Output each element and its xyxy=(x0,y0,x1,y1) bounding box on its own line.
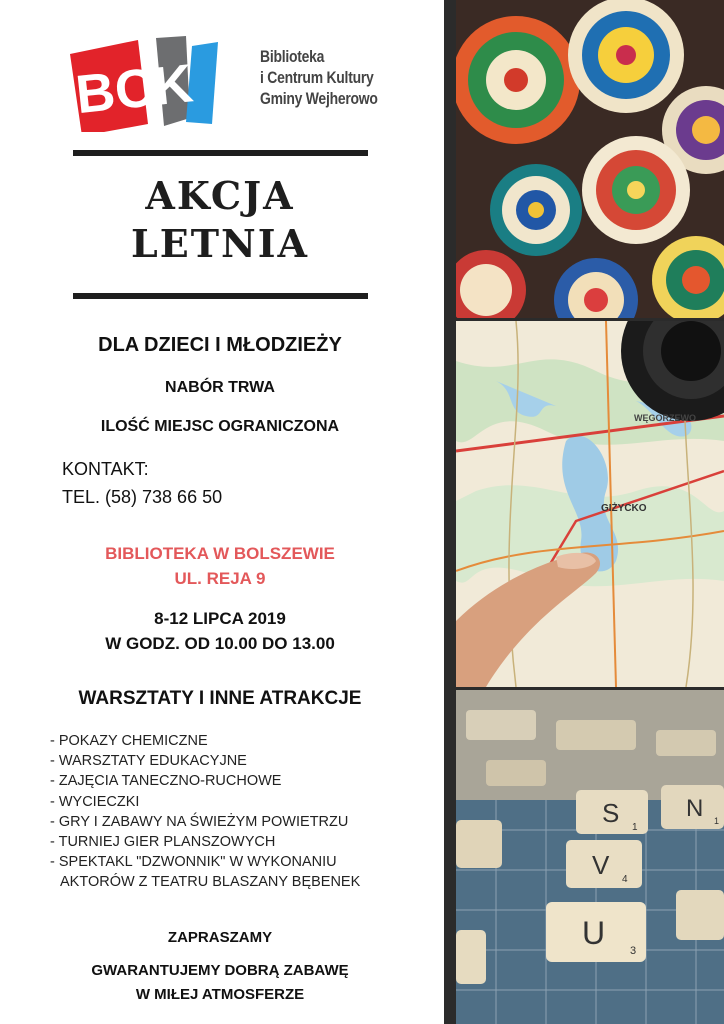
event-hours: W GODZ. OD 10.00 DO 13.00 xyxy=(105,634,335,653)
list-item: - WYCIECZKI xyxy=(50,793,140,810)
event-dates: 8-12 LIPCA 2019 xyxy=(154,609,286,628)
bck-logo-mark xyxy=(68,32,228,132)
workshops-list xyxy=(50,731,360,893)
tiles-image xyxy=(456,690,724,1024)
list-item: - SPEKTAKL "DZWONNIK" W WYKONANIU xyxy=(50,854,337,871)
map-image xyxy=(456,321,724,687)
logo-line-2: i Centrum Kultury xyxy=(260,68,374,87)
venue-street: UL. REJA 9 xyxy=(174,569,266,588)
closing-line-2: W MIŁEJ ATMOSFERZE xyxy=(135,986,305,1003)
photo-column xyxy=(456,0,724,1024)
headline-bottom-rule xyxy=(73,293,368,299)
tile-score-u: 3 xyxy=(630,945,637,957)
map-photo xyxy=(456,321,724,687)
logo-line-3: Gminy Wejherowo xyxy=(260,89,378,108)
venue-name: BIBLIOTEKA W BOLSZEWIE xyxy=(105,544,335,563)
tile-score-n: 1 xyxy=(714,816,720,826)
list-item: - POKAZY CHEMICZNE xyxy=(50,733,208,749)
tile-letter-s: S xyxy=(602,798,620,828)
tile-score-v: 4 xyxy=(622,874,628,885)
list-item: - WARSZTATY EDUKACYJNE xyxy=(50,753,247,770)
tiles-photo xyxy=(456,690,724,1024)
invitation: ZAPRASZAMY xyxy=(167,929,273,946)
headline-line-1: AKCJA xyxy=(145,173,295,218)
workshops-heading: WARSZTATY I INNE ATRAKCJE xyxy=(78,688,362,709)
tile-letter-v: V xyxy=(592,850,610,880)
headline-top-rule xyxy=(73,150,368,156)
audience-subtitle: DLA DZIECI I MŁODZIEŻY xyxy=(98,334,342,356)
logo-line-1: Biblioteka xyxy=(260,47,325,66)
date-block xyxy=(20,606,420,656)
plate-1 xyxy=(456,16,580,144)
map-label-wegorzewo: WĘGORZEWO xyxy=(634,413,696,423)
list-item: - TURNIEJ GIER PLANSZOWYCH xyxy=(50,834,276,851)
column-divider xyxy=(444,0,456,1024)
contact-block xyxy=(62,455,222,511)
recruitment-notice: NABÓR TRWA xyxy=(165,379,275,396)
headline xyxy=(60,172,380,268)
map-label-gizycko: GIŻYCKO xyxy=(601,503,647,514)
plate-5 xyxy=(582,136,690,244)
plate-4 xyxy=(490,164,582,256)
closing-line-1: GWARANTUJEMY DOBRĄ ZABAWĘ xyxy=(91,962,349,979)
logo-mark-text: BCK xyxy=(73,53,196,126)
headline-line-2: LETNIA xyxy=(131,221,309,266)
bck-logo xyxy=(68,32,378,132)
tile-letter-n: N xyxy=(686,795,704,822)
list-item-continuation: AKTORÓW Z TEATRU BLASZANY BĘBENEK xyxy=(60,874,361,891)
plate-2 xyxy=(568,0,684,113)
venue-block xyxy=(20,541,420,591)
tile-score-s: 1 xyxy=(632,822,638,833)
list-item: - ZAJĘCIA TANECZNO-RUCHOWE xyxy=(50,773,282,790)
closing-block xyxy=(20,959,420,1007)
plates-photo xyxy=(456,0,724,318)
contact-label: KONTAKT: xyxy=(62,459,149,479)
tile-letter-u: U xyxy=(582,915,606,951)
list-item: - GRY I ZABAWY NA ŚWIEŻYM POWIETRZU xyxy=(50,813,349,830)
logo-wordmark xyxy=(260,46,391,109)
limited-places-notice: ILOŚĆ MIEJSC OGRANICZONA xyxy=(100,418,340,435)
plates-image xyxy=(456,0,724,318)
contact-phone: TEL. (58) 738 66 50 xyxy=(62,487,223,507)
